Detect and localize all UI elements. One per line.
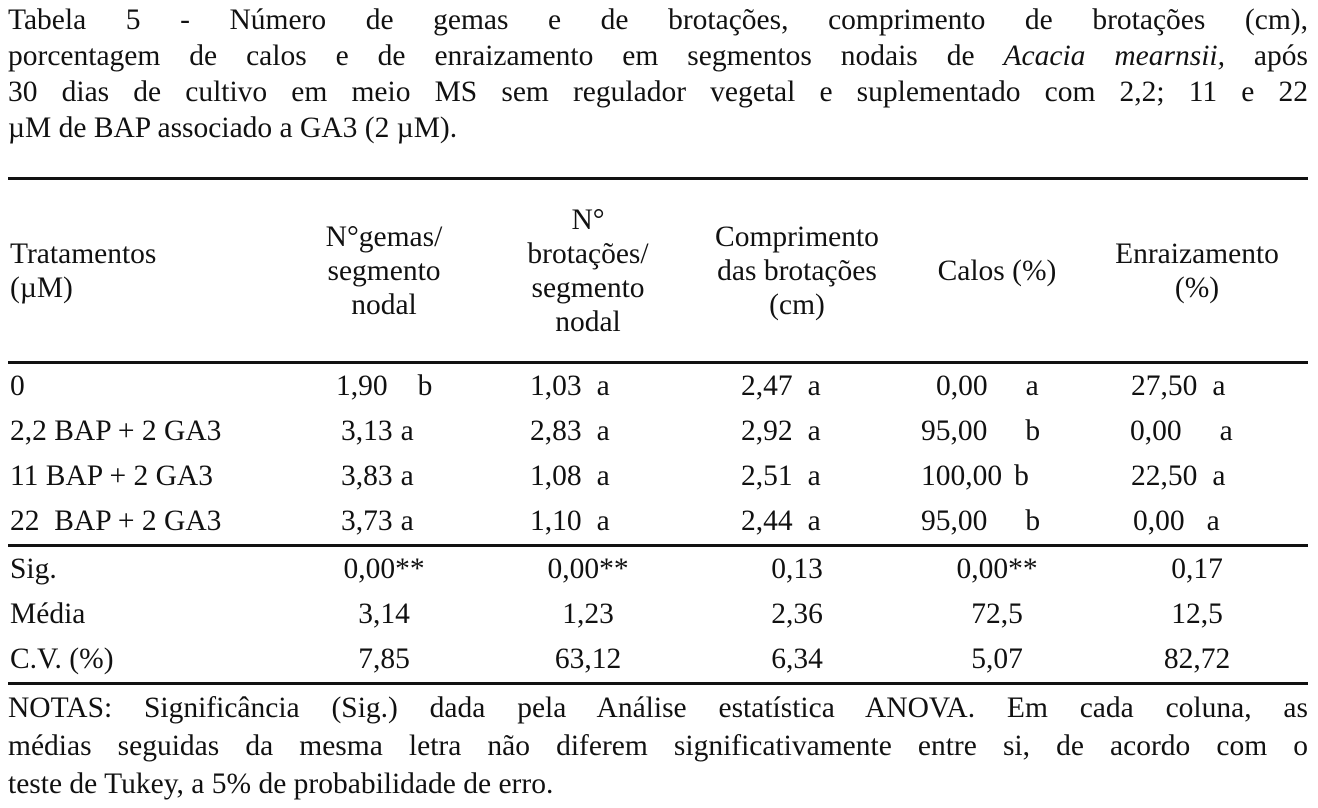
- cell-stat-label: C.V. (%): [10, 643, 114, 675]
- cell-gemas: 0,00**: [343, 553, 425, 585]
- cell-tratamento: 2,2 BAP + 2 GA3: [10, 415, 222, 447]
- caption-line-4: µM de BAP associado a GA3 (2 µM).: [8, 112, 458, 144]
- cell-enraizamento: 12,5: [1171, 598, 1223, 630]
- cell-brotacoes: 63,12: [554, 643, 622, 675]
- stats-row: [8, 546, 1308, 593]
- cell-enraizamento: 22,50 a: [1131, 460, 1226, 492]
- cell-enraizamento: 27,50 a: [1131, 370, 1226, 402]
- header-gemas: N°gemas/ segmento nodal: [325, 220, 443, 321]
- results-table: [8, 177, 1308, 685]
- caption-line-3: 30 dias de cultivo em meio MS sem regulador vegetal e suplementado com 2,2; 11 e 22: [8, 76, 1308, 108]
- header-calos: Calos (%): [937, 254, 1057, 287]
- table-row: [8, 499, 1308, 546]
- stats-row: [8, 592, 1308, 637]
- cell-comprimento: 2,47 a: [741, 370, 821, 402]
- table-row: [8, 454, 1308, 499]
- notes-line-1: NOTAS: Significância (Sig.) dada pela Análise estatística ANOVA. Em cada coluna, as: [8, 692, 1308, 724]
- cell-calos: 5,07: [971, 643, 1023, 675]
- table-notes: [8, 689, 1308, 803]
- table-stats: [8, 546, 1308, 684]
- cell-enraizamento: 0,17: [1171, 553, 1223, 585]
- cell-gemas: 3,14: [358, 598, 410, 630]
- species-name: Acacia mearnsii,: [1003, 40, 1225, 72]
- caption-line-1: Tabela 5 - Número de gemas e de brotações, comprimento de brotações (cm),: [8, 4, 1308, 36]
- cell-enraizamento: 0,00 a: [1130, 415, 1233, 447]
- notes-line-2: médias seguidas da mesma letra não diferem significativamente entre si, de acordo com o: [8, 730, 1308, 762]
- cell-comprimento: 2,44 a: [741, 505, 821, 537]
- cell-brotacoes: 2,83 a: [530, 415, 610, 447]
- cell-gemas: 7,85: [358, 643, 410, 675]
- header-comprimento: Comprimento das brotações (cm): [715, 220, 879, 321]
- cell-brotacoes: 1,08 a: [530, 460, 610, 492]
- table-row: [8, 409, 1308, 454]
- header-enraizamento: Enraizamento (%): [1115, 237, 1279, 304]
- cell-comprimento: 0,13: [771, 553, 823, 585]
- caption-text: após: [1224, 40, 1308, 72]
- cell-stat-label: Sig.: [10, 553, 57, 585]
- cell-comprimento: 2,51 a: [741, 460, 821, 492]
- cell-tratamento: 22 BAP + 2 GA3: [10, 505, 222, 537]
- table-row: [8, 363, 1308, 410]
- cell-brotacoes: 0,00**: [547, 553, 629, 585]
- cell-tratamento: 0: [10, 370, 25, 402]
- table-caption: [8, 2, 1308, 174]
- cell-calos: 0,00 a: [936, 370, 1039, 402]
- cell-gemas: 3,83 a: [341, 460, 414, 492]
- cell-stat-label: Média: [10, 598, 86, 630]
- stats-row: [8, 637, 1308, 684]
- cell-comprimento: 2,36: [771, 598, 823, 630]
- cell-calos: 72,5: [971, 598, 1023, 630]
- header-tratamentos: Tratamentos (µM): [10, 237, 157, 304]
- cell-gemas: 3,73 a: [341, 505, 414, 537]
- cell-calos: 95,00 b: [921, 505, 1041, 537]
- cell-brotacoes: 1,23: [562, 598, 614, 630]
- cell-gemas: 3,13 a: [341, 415, 414, 447]
- cell-tratamento: 11 BAP + 2 GA3: [10, 460, 213, 492]
- cell-gemas: 1,90 b: [336, 370, 433, 402]
- table-body: [8, 363, 1308, 546]
- table-header: [8, 179, 1308, 363]
- cell-calos: 0,00**: [956, 553, 1038, 585]
- caption-text: porcentagem de calos e de enraizamento em segmentos nodais de: [8, 40, 1004, 72]
- cell-brotacoes: 1,10 a: [530, 505, 610, 537]
- cell-comprimento: 2,92 a: [741, 415, 821, 447]
- notes-line-3: teste de Tukey, a 5% de probabilidade de erro.: [8, 768, 554, 800]
- cell-comprimento: 6,34: [771, 643, 823, 675]
- cell-enraizamento: 0,00 a: [1133, 505, 1220, 537]
- caption-line-2: [8, 38, 1308, 74]
- cell-calos: 95,00 b: [921, 415, 1041, 447]
- cell-enraizamento: 82,72: [1163, 643, 1231, 675]
- cell-calos: 100,00 b: [921, 460, 1029, 492]
- header-brotacoes: N° brotações/ segmento nodal: [527, 203, 649, 338]
- cell-brotacoes: 1,03 a: [530, 370, 610, 402]
